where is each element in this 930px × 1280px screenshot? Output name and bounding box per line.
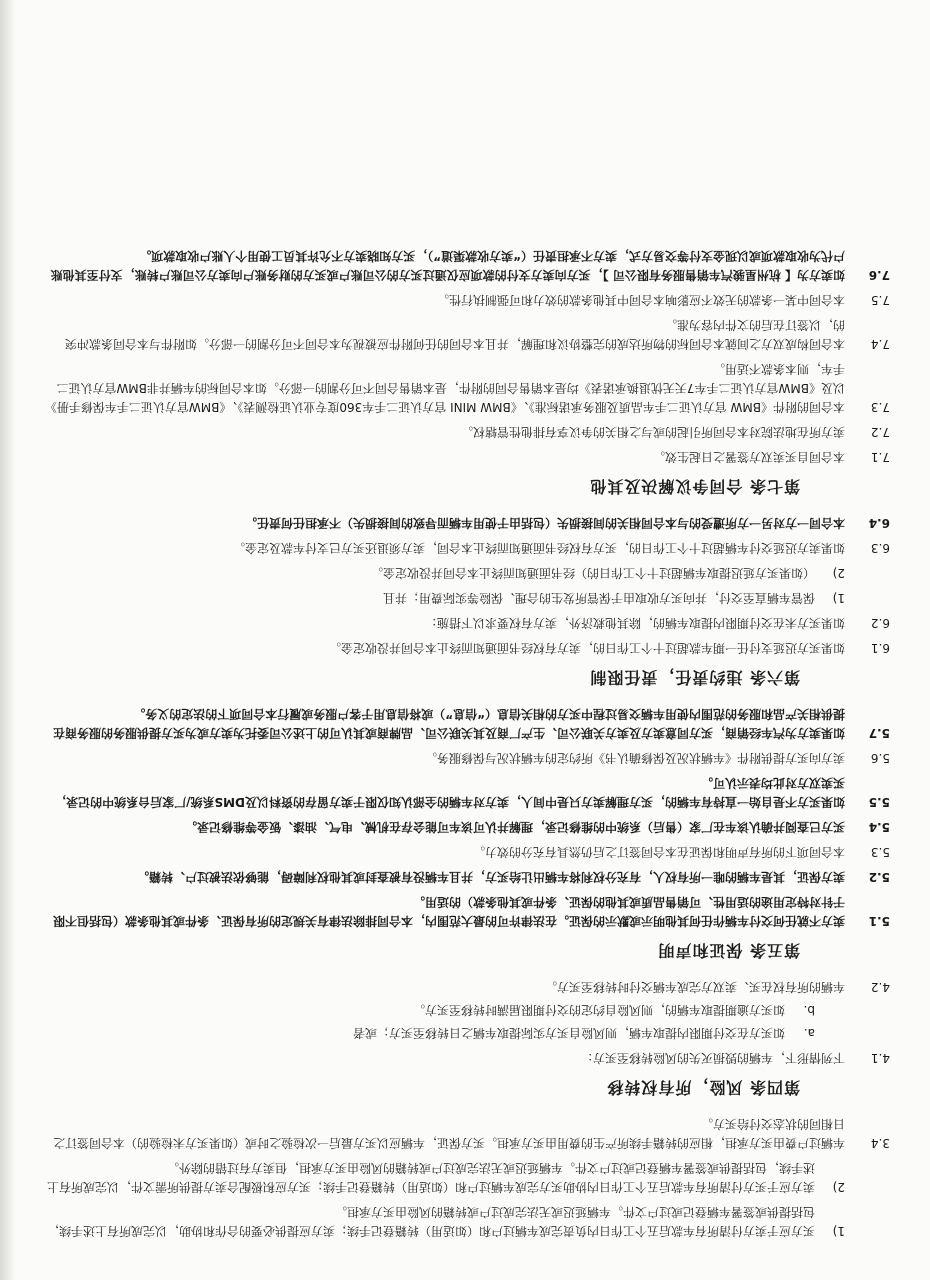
clause-text: 本合同项下的所有声明和保证在本合同签订之后仍然具有充分的效力。 — [472, 845, 845, 859]
clause-4-1-b — [45, 1000, 815, 1019]
clause-7-1 — [45, 447, 890, 466]
clause-7-2 — [45, 422, 890, 441]
clause-number: 5.2 — [868, 870, 890, 884]
clause-text: 本合同一方对另一方所遭受的与本合同相关的间接损失（包括由于使用车辆而导致的间接损失）不承担任何责任。 — [244, 516, 845, 530]
item-text: 卖方应于买方付清所有车款后五个工作日内协助买方完成车辆过户和（如适用）转籍登记手续；买方应积极配合卖方提供所需文件，以完成所有上述手续，包括提供或签署车辆登记或过户文件。车辆延迟或无法完成过户或转籍的风险由买方承担，但卖方有过错的除外。 — [46, 1161, 815, 1194]
clause-number: 7.5 — [870, 293, 890, 307]
item-text: 保管车辆直至交付，并向买方收取由于保管所发生的合理、保险等实际费用；并且 — [382, 591, 815, 605]
clause-number: 4.1 — [870, 1051, 890, 1065]
clause-number: 6.2 — [870, 616, 890, 630]
clause-6-2 — [45, 613, 890, 632]
clause-number: 5.3 — [870, 845, 890, 859]
clause-text: 如卖方为【 杭州星骏汽车销售服务有限公司 】，买方向卖方支付的款项应仅通过买方的公司账户或买方的财务账户向卖方公司账户转账，支付至其他账户代为收取款项或以现金支付等交易方式，卖方不承担责任（“卖方收款渠道”），买方知晓卖方不允许其员工使用个人账户收取款项。 — [50, 249, 845, 282]
clause-number: 7.6 — [868, 268, 890, 282]
clause-number: 6.1 — [870, 641, 890, 655]
clause-text: 下列情形下，车辆的毁损灭失的风险转移至买方： — [580, 1051, 845, 1065]
clause-3-3-item-1 — [45, 1202, 845, 1240]
clause-text: 如果买方迟延支付任一期车款超过十个工作日的，卖方有权经书面通知而终止本合同并没收定金。 — [328, 641, 845, 655]
clause-5-6 — [45, 748, 890, 767]
clause-text: 车辆过户费由买方承担，相应的转籍手续所产生的费用由买方承担。买方保证，车辆应以买方最后一次检验之时或（如果买方未检验的）本合同签订之日相同的状态交付给买方。 — [52, 1117, 845, 1150]
clause-number: 5.1 — [868, 914, 890, 928]
clause-number: 6.3 — [870, 541, 890, 555]
clause-6-1 — [45, 638, 890, 657]
clause-number: 5.7 — [868, 726, 890, 740]
clause-text: 车辆的所有权在买、卖双方完成车辆交付时转移至买方。 — [544, 980, 845, 994]
scan-edge-shadow — [0, 0, 16, 1280]
item-number: b. — [803, 1003, 815, 1017]
clause-text: 卖方不就任何交付车辆作任何其他明示或默示的保证。在法律许可的最大范围内，本合同排除法律有关规定的所有保证、条件或其他条款（包括但不限于针对特定用途的适用性、可销售品质或其他的保证、条件或其他条款）的适用。 — [52, 895, 845, 928]
clause-text: 本合同自买卖双方签署之日起生效。 — [652, 450, 845, 464]
clause-text: 如果卖方为汽车经销商，买方同意卖方及卖方关联公司、生产厂商及其关联公司、品牌商或其认可的上述公司委托为卖方或为买方提供服务的服务商在提供相关产品和服务的范围内使用车辆交易过程中买方的相关信息（“信息”）或将信息用于客户服务或履行本合同项下的法定的义务。 — [52, 707, 845, 740]
contract-content — [45, 240, 890, 1240]
clause-3-4 — [45, 1114, 890, 1152]
clause-5-1 — [45, 892, 890, 930]
clause-text: 本合同中某一条款的无效不应影响本合同中其他条款的效力和可强制执行性。 — [436, 293, 845, 307]
clause-6-2-item-2 — [45, 563, 845, 582]
section-6-title: 第六条 违约责任，责任限制 — [589, 668, 800, 687]
section-5-title: 第五条 保证和声明 — [657, 941, 800, 960]
clause-text: 如果买方未在交付期限内提取车辆的，除其他救济外，卖方有权要求以下措施： — [424, 616, 845, 630]
clause-6-4 — [45, 513, 890, 532]
clause-text: 本合同构成双方之间就本合同标的物所达成的完整协议和理解，并且本合同的任何附件应被视为本合同不可分割的一部分。如附件与本合同条款冲突的，以签订在后的文件内容为准。 — [64, 318, 845, 351]
item-text: 买方应于卖方付清所有车款后五个工作日内负责完成车辆过户和（如适用）转籍登记手续；卖方应提供必要的合作和协助，以完成所有上述手续，包括提供或签署车辆登记或过户文件。车辆延迟或无法完成过户或转籍的风险由买方承担。 — [46, 1205, 815, 1238]
clause-5-3 — [45, 842, 890, 861]
clause-5-5 — [45, 773, 890, 811]
clause-number: 5.5 — [868, 795, 890, 809]
item-text: 如买方在交付期限内提取车辆，则风险自买方实际提取车辆之日转移至买方；或者 — [352, 1026, 785, 1040]
clause-number: 7.3 — [870, 400, 890, 414]
item-text: （如果买方延迟提取车辆超过十个工作日的）经书面通知而终止本合同并没收定金。 — [370, 566, 815, 580]
clause-text: 买方已查阅并确认该车在厂家（售后）系统中的维修记录，理解并认可该车可能会存在机械、电气、油漆、钣金等维修记录。 — [184, 820, 845, 834]
clause-5-7 — [45, 704, 890, 742]
clause-number: 7.1 — [870, 450, 890, 464]
clause-7-3 — [45, 359, 890, 416]
clause-7-4 — [45, 315, 890, 353]
clause-text: 如果卖方迟延交付车辆超过十个工作日的，买方有权经书面通知而终止本合同，卖方须退还买方已支付车款及定金。 — [232, 541, 845, 555]
clause-text: 如果买方不是自始一直持有车辆的，买方理解卖方只是中间人，卖方对车辆的全部认知仅限于卖方留存的资料以及DMS系统/厂家后台系统中的记录，买卖双方对此均表示认可。 — [54, 776, 845, 809]
clause-text: 卖方保证，其是车辆的唯一所有权人，有充分权利将车辆出让给买方，并且车辆没有被查封或其他权利障碍，能够依法被过户、转籍。 — [136, 870, 845, 884]
clause-number: 5.6 — [870, 751, 890, 765]
clause-number: 4.2 — [870, 980, 890, 994]
section-7-title: 第七条 合同争议解决及其他 — [589, 477, 800, 496]
clause-4-2 — [45, 977, 890, 996]
clause-7-6 — [45, 246, 890, 284]
item-number: 2) — [832, 566, 845, 580]
clause-3-3-item-2 — [45, 1158, 845, 1196]
clause-text: 卖方向买方提供附件《车辆状况及保修确认书》所约定的车辆状况与保修服务。 — [424, 751, 845, 765]
clause-text: 卖方所在地法院对本合同所引起的或与之相关的争议享有排他性管辖权。 — [460, 425, 845, 439]
item-number: 1) — [832, 1224, 845, 1238]
clause-text: 本合同的附件《BMW 官方认证二手车品质及服务承诺标准》、《BMW MINI 官方认证二手车360度专业认证检测表》、《BMW官方认证二手车保修手册》以及《BMW官方认证二手车7天无忧退换承诺表》均是本销售合同的附件，是本销售合同不可分割的一部分。如本合同标的车辆并非BMW官方认证二手车，则本条款不适用。 — [50, 362, 845, 414]
clause-5-2 — [45, 867, 890, 886]
clause-6-2-item-1 — [45, 588, 845, 607]
clause-4-1 — [45, 1048, 890, 1067]
section-4-title: 第四条 风险，所有权转移 — [606, 1078, 800, 1097]
clause-number: 6.4 — [868, 516, 890, 530]
clause-4-1-a — [45, 1023, 815, 1042]
clause-5-4 — [45, 817, 890, 836]
clause-7-5 — [45, 290, 890, 309]
clause-number: 7.4 — [870, 337, 890, 351]
clause-number: 3.4 — [870, 1136, 890, 1150]
clause-number: 7.2 — [870, 425, 890, 439]
item-text: 如买方逾期提取车辆的，则风险自约定的交付期限届满时转移至买方。 — [412, 1003, 785, 1017]
clause-6-3 — [45, 538, 890, 557]
item-number: 2) — [832, 1180, 845, 1194]
item-number: a. — [803, 1026, 815, 1040]
item-number: 1) — [832, 591, 845, 605]
clause-number: 5.4 — [868, 820, 890, 834]
